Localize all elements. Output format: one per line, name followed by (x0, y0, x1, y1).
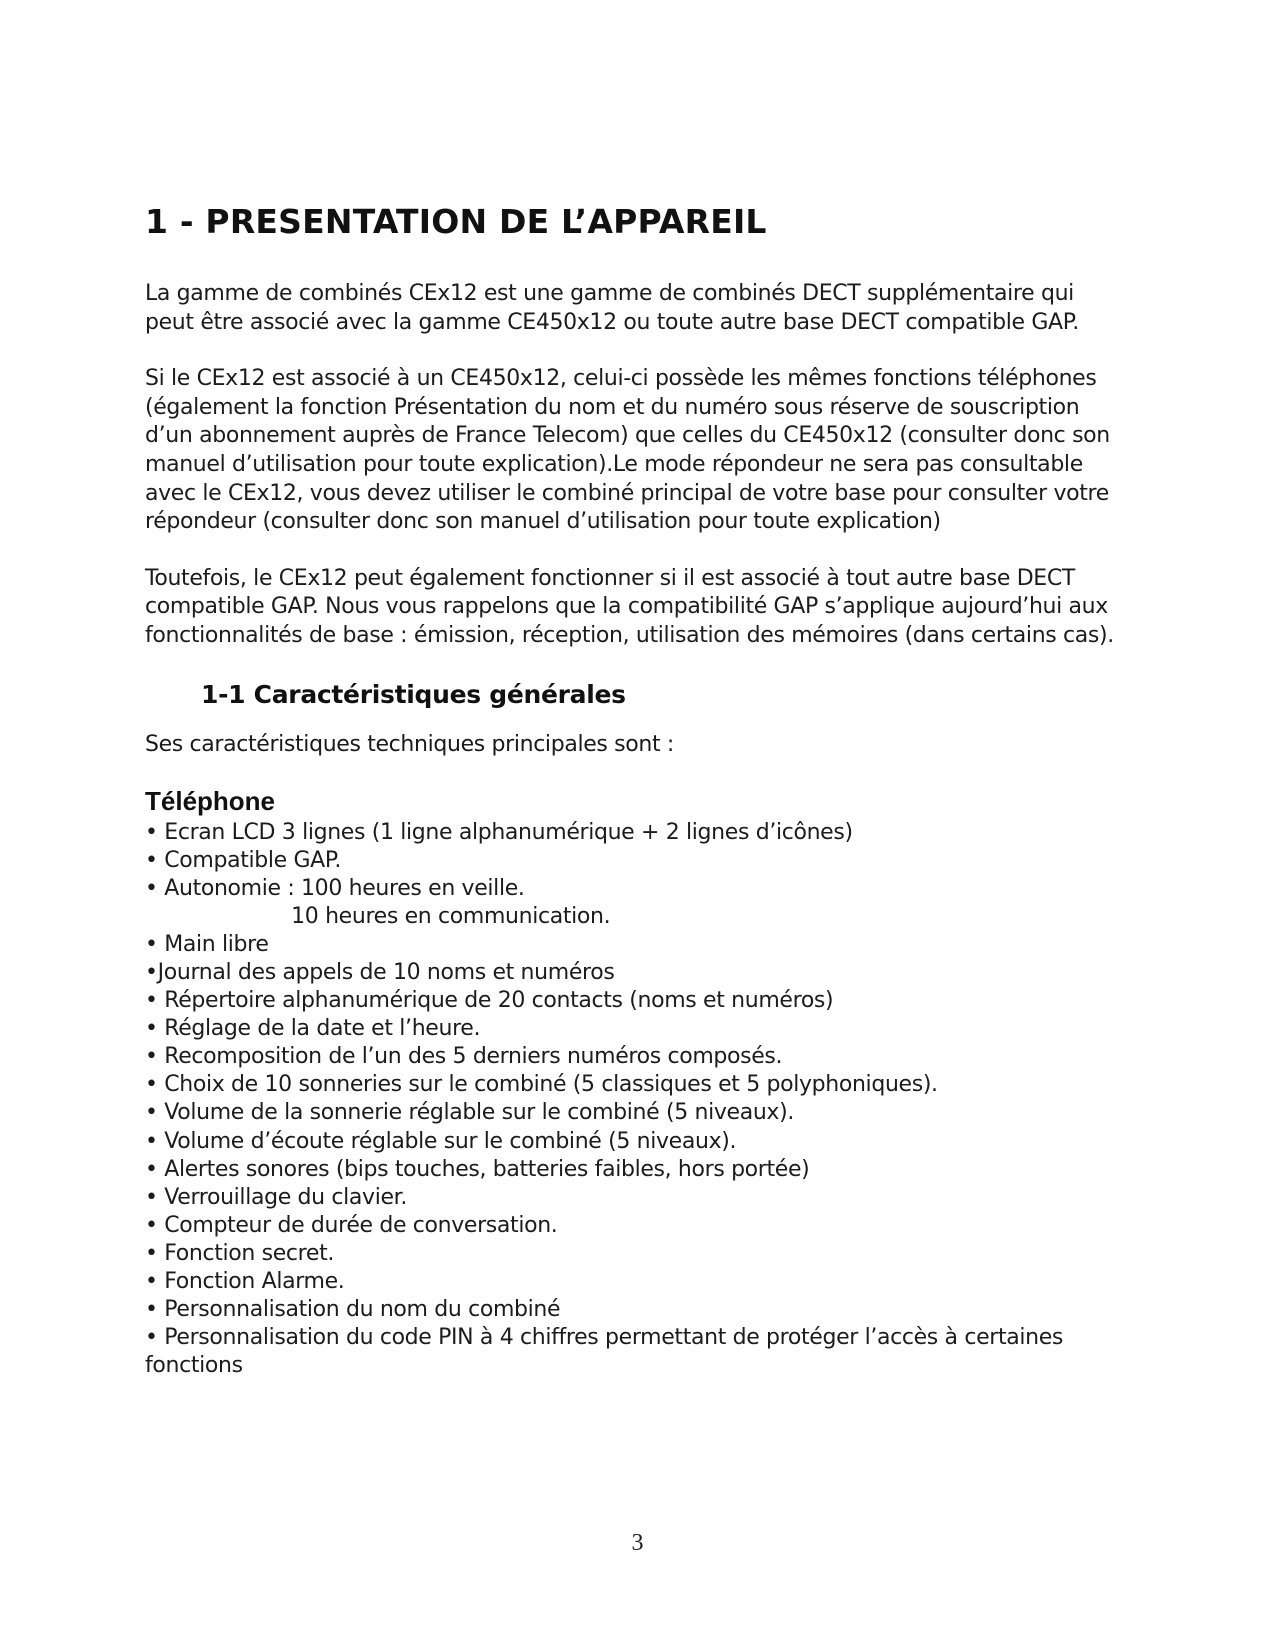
page-content (145, 202, 1125, 1380)
list-item: • Choix de 10 sonneries sur le combiné (5 classiques et 5 polyphoniques). (145, 1072, 938, 1098)
list-item: • Compatible GAP. (145, 847, 341, 873)
subsection-heading: 1-1 Caractéristiques générales (201, 679, 626, 709)
paragraph-compatibility: Si le CEx12 est associé à un CE450x12, celui-ci possède les mêmes fonctions téléphones (également la fonction Présentation du nom et du numéro sous réserve de souscription d’un abonnement auprès de France Telecom) que celles du CE450x12 (consulter donc son manuel d’utilisation pour toute explication).Le mode répondeur ne sera pas consultable avec le CEx12, vous devez utiliser le combiné principal de votre base pour consulter votre répondeur (consulter donc son manuel d’utilisation pour toute explication) (145, 366, 1110, 535)
list-item: • Volume de la sonnerie réglable sur le combiné (5 niveaux). (145, 1100, 794, 1126)
list-item: • Ecran LCD 3 lignes (1 ligne alphanumérique + 2 lignes d’icônes) (145, 819, 853, 845)
list-item: • Répertoire alphanumérique de 20 contacts (noms et numéros) (145, 988, 834, 1014)
feature-list (145, 819, 1125, 1381)
subsection-intro: Ses caractéristiques techniques principales sont : (145, 731, 674, 757)
list-item: • Verrouillage du clavier. (145, 1184, 407, 1210)
list-item: • Main libre (145, 931, 269, 957)
paragraph-gap-note: Toutefois, le CEx12 peut également fonctionner si il est associé à tout autre base DECT compatible GAP. Nous vous rappelons que la compatibilité GAP s’applique aujourd’hui aux fonctionnalités de base : émission, réception, utilisation des mémoires (dans certains cas). (145, 565, 1114, 648)
list-item: • Alertes sonores (bips touches, batteries faibles, hors portée) (145, 1156, 810, 1182)
list-item: • Volume d’écoute réglable sur le combiné (5 niveaux). (145, 1128, 737, 1154)
list-item: 10 heures en communication. (145, 903, 611, 929)
list-item: • Recomposition de l’un des 5 derniers numéros composés. (145, 1044, 783, 1070)
telephone-heading: Téléphone (145, 785, 276, 816)
list-item: • Fonction Alarme. (145, 1269, 345, 1295)
list-item: • Compteur de durée de conversation. (145, 1212, 558, 1238)
list-item: • Personnalisation du code PIN à 4 chiffres permettant de protéger l’accès à certaines fonctions (145, 1325, 1070, 1379)
paragraph-intro: La gamme de combinés CEx12 est une gamme de combinés DECT supplémentaire qui peut être associé avec la gamme CE450x12 ou toute autre base DECT compatible GAP. (145, 281, 1079, 335)
list-item: • Autonomie : 100 heures en veille. (145, 875, 525, 901)
list-item: • Réglage de la date et l’heure. (145, 1016, 481, 1042)
list-item: • Personnalisation du nom du combiné (145, 1297, 561, 1323)
list-item: •Journal des appels de 10 noms et numéros (145, 960, 615, 985)
list-item: • Fonction secret. (145, 1240, 334, 1266)
page-number: 3 (631, 1530, 644, 1556)
page-title: 1 - PRESENTATION DE L’APPAREIL (145, 202, 767, 241)
